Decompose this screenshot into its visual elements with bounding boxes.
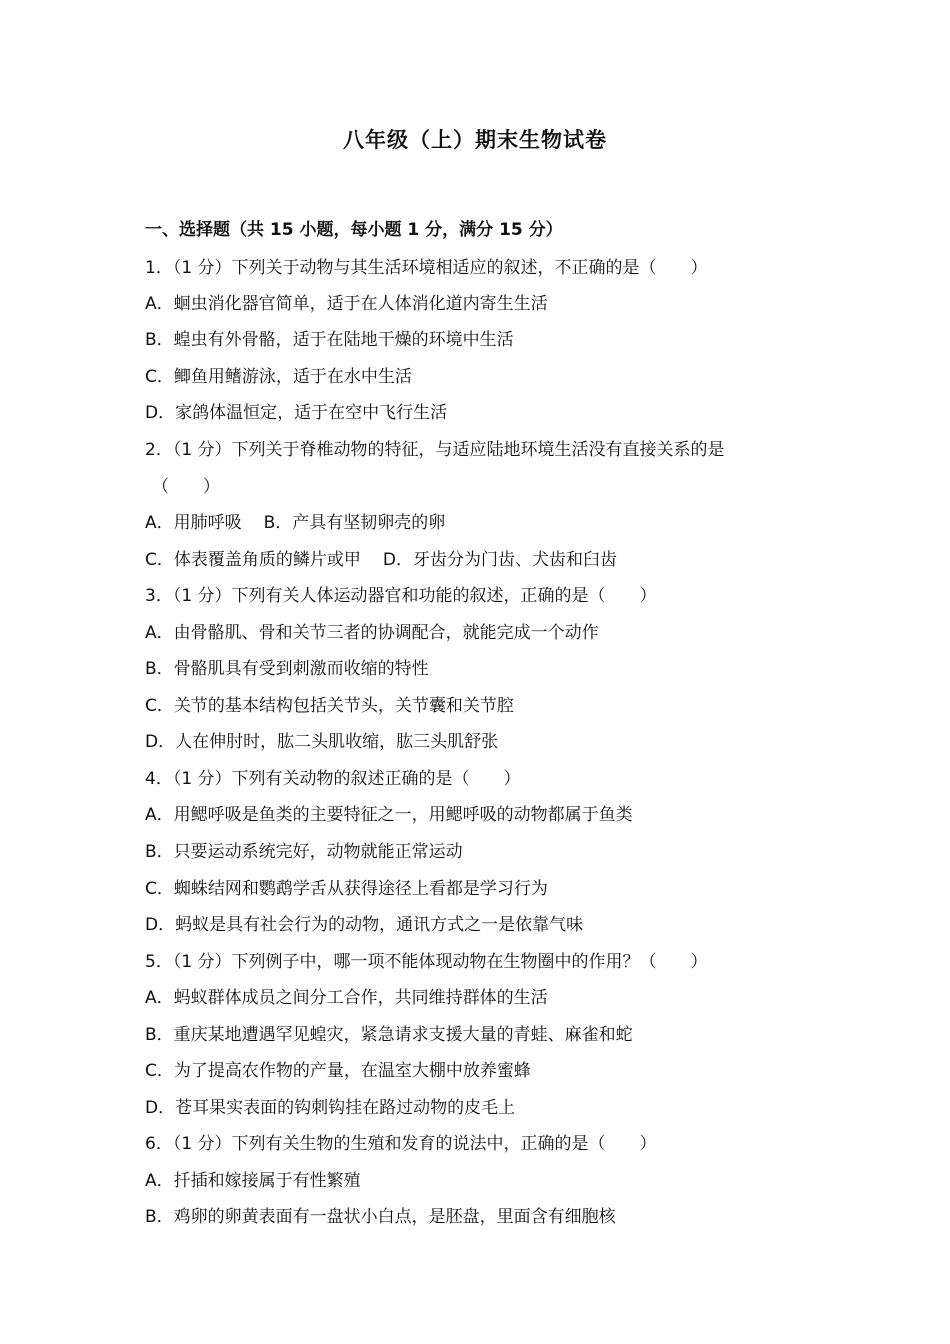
question-5-option-c: C．为了提高农作物的产量，在温室大棚中放养蜜蜂 <box>145 1061 531 1081</box>
question-5-option-a: A．蚂蚁群体成员之间分工合作，共同维持群体的生活 <box>145 988 548 1008</box>
question-3-option-d: D．人在伸肘时，肱二头肌收缩，肱三头肌舒张 <box>145 732 499 752</box>
question-1-option-a: A．蛔虫消化器官简单，适于在人体消化道内寄生生活 <box>145 294 548 314</box>
question-2-option-d: D．牙齿分为门齿、犬齿和臼齿 <box>382 550 617 570</box>
question-2-option-b: B．产具有坚韧卵壳的卵 <box>263 513 446 533</box>
question-4-stem: 4．（1 分）下列有关动物的叙述正确的是（ ） <box>145 769 521 789</box>
question-6-stem: 6．（1 分）下列有关生物的生殖和发育的说法中，正确的是（ ） <box>145 1134 657 1154</box>
question-1-stem: 1．（1 分）下列关于动物与其生活环境相适应的叙述，不正确的是（ ） <box>145 258 708 278</box>
question-4-option-c: C．蜘蛛结网和鹦鹉学舌从获得途径上看都是学习行为 <box>145 879 548 899</box>
question-2-option-c: C．体表覆盖角质的鳞片或甲 <box>145 550 361 570</box>
question-4-option-b: B．只要运动系统完好，动物就能正常运动 <box>145 842 463 862</box>
question-1-option-c: C．鲫鱼用鳍游泳，适于在水中生活 <box>145 367 412 387</box>
section-heading: 一、选择题（共 15 小题，每小题 1 分，满分 15 分） <box>145 220 563 240</box>
question-1-option-b: B．蝗虫有外骨骼，适于在陆地干燥的环境中生活 <box>145 330 514 350</box>
question-3-option-b: B．骨骼肌具有受到刺激而收缩的特性 <box>145 659 429 679</box>
question-2-stem-continued: （ ） <box>152 477 220 497</box>
question-3-option-a: A．由骨骼肌、骨和关节三者的协调配合，就能完成一个动作 <box>145 623 599 643</box>
question-2-option-a: A．用肺呼吸 <box>145 513 242 533</box>
question-4-option-a: A．用鳃呼吸是鱼类的主要特征之一，用鳃呼吸的动物都属于鱼类 <box>145 805 633 825</box>
question-5-stem: 5．（1 分）下列例子中，哪一项不能体现动物在生物圈中的作用？（ ） <box>145 952 708 972</box>
question-1-option-d: D．家鸽体温恒定，适于在空中飞行生活 <box>145 403 448 423</box>
question-3-stem: 3．（1 分）下列有关人体运动器官和功能的叙述，正确的是（ ） <box>145 586 657 606</box>
question-2-options-cd <box>145 545 617 570</box>
question-6-option-a: A．扦插和嫁接属于有性繁殖 <box>145 1171 361 1191</box>
question-3-option-c: C．关节的基本结构包括关节头，关节囊和关节腔 <box>145 696 514 716</box>
question-2-options-ab <box>145 508 445 533</box>
question-5-option-b: B．重庆某地遭遇罕见蝗灾，紧急请求支援大量的青蛙、麻雀和蛇 <box>145 1025 633 1045</box>
question-5-option-d: D．苍耳果实表面的钩刺钩挂在路过动物的皮毛上 <box>145 1098 516 1118</box>
question-2-stem: 2．（1 分）下列关于脊椎动物的特征，与适应陆地环境生活没有直接关系的是 <box>145 440 725 460</box>
question-4-option-d: D．蚂蚁是具有社会行为的动物，通讯方式之一是依靠气味 <box>145 915 584 935</box>
page-title: 八年级（上）期末生物试卷 <box>343 128 607 152</box>
question-6-option-b: B．鸡卵的卵黄表面有一盘状小白点，是胚盘，里面含有细胞核 <box>145 1207 616 1227</box>
